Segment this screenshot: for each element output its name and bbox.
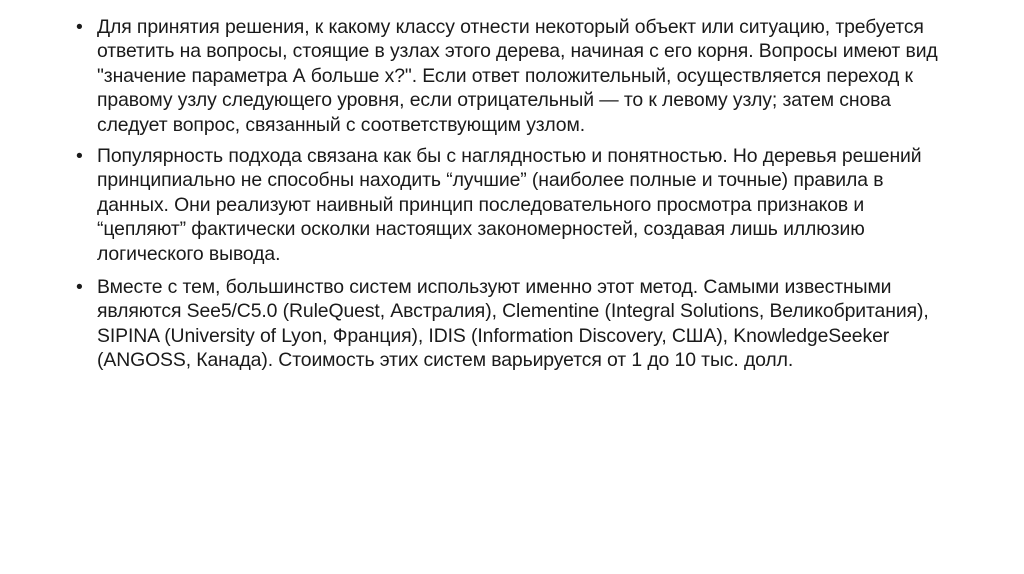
bullet-icon: • (76, 276, 83, 299)
bullet-icon: • (76, 16, 83, 38)
bullet-icon: • (76, 145, 83, 168)
bullet-item-systems (76, 275, 956, 373)
bullet-item-tree-decision (76, 15, 956, 137)
bullet-list (76, 15, 956, 380)
bullet-text: Популярность подхода связана как бы с наглядностью и понятностью. Но деревья решений принципиально не способны находить “лучшие” (наиболее полные и точные) правила в данных. Они реализуют наивный принцип последовательного просмотра признаков и “цепляют” фактически осколки настоящих закономерностей, создавая лишь иллюзию логического вывода. (97, 145, 922, 265)
bullet-text: Для принятия решения, к какому классу отнести некоторый объект или ситуацию, требуется ответить на вопросы, стоящие в узлах этого дерева, начиная с его корня. Вопросы имеют вид "значение параметра А больше x?". Если ответ положительный, осуществляется переход к правому узлу следующего уровня, если отрицательный — то к левому узлу; затем снова следует вопрос, связанный с соответствующим узлом. (97, 16, 938, 136)
bullet-item-popularity (76, 144, 956, 266)
bullet-text: Вместе с тем, большинство систем используют именно этот метод. Самыми известными являются See5/C5.0 (RuleQuest, Австралия), Clementine (Integral Solutions, Великобритания), SIPINA (University of Lyon, Франция), IDIS (Information Discovery, США), KnowledgeSeeker (ANGOSS, Канада). Стоимость этих систем варьируется от 1 до 10 тыс. долл. (97, 276, 929, 372)
